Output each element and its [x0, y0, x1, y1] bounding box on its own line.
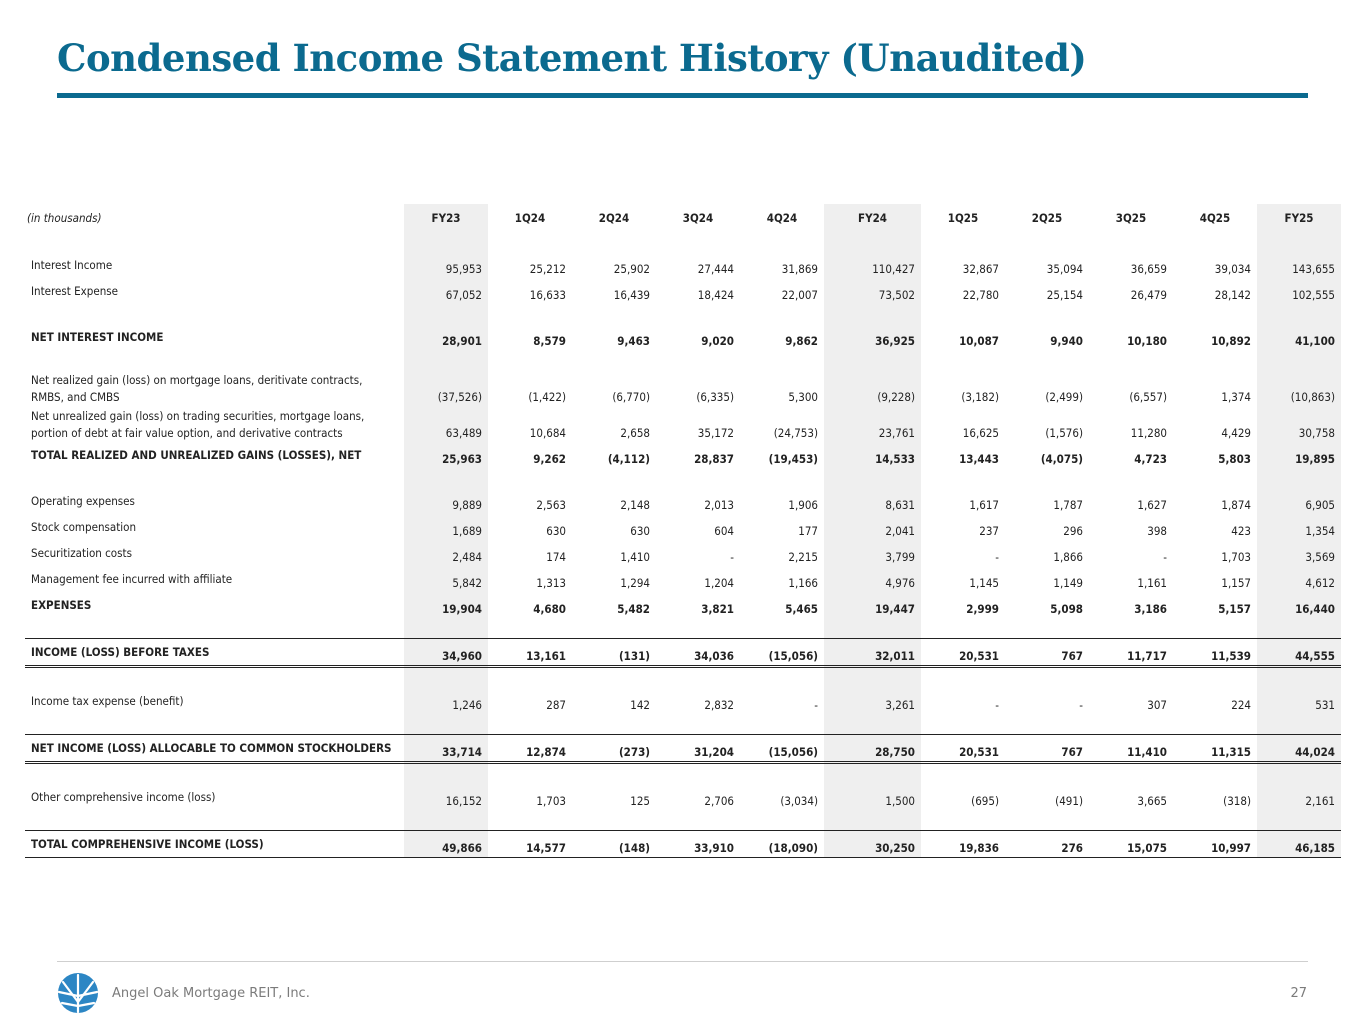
value-cell: 36,925 [824, 324, 921, 350]
spacer-row [25, 618, 1341, 639]
row-income-tax [25, 688, 1341, 714]
value-cell: 95,953 [404, 252, 488, 278]
value-cell: 15,075 [1089, 831, 1173, 858]
value-cell: 5,803 [1218, 452, 1251, 466]
value-cell: 19,895 [1257, 442, 1341, 468]
value-cell: 1,149 [1053, 576, 1083, 590]
col-header: 1Q24 [514, 211, 546, 225]
value-cell: 12,874 [488, 735, 572, 763]
value-cell: 174 [546, 550, 566, 564]
value-cell: 177 [798, 524, 818, 538]
value-cell: 9,463 [617, 334, 650, 348]
value-cell: 27,444 [697, 262, 734, 276]
value-cell: 8,631 [824, 488, 921, 514]
value-cell: 3,799 [824, 540, 921, 566]
row-label: Other comprehensive income (loss) [31, 790, 216, 804]
spacer-row [25, 763, 1341, 785]
page-title: Condensed Income Statement History (Unaudited) [57, 36, 1087, 80]
value-cell: (318) [1223, 794, 1251, 808]
value-cell: 20,531 [921, 735, 1005, 763]
row-label-line: Net unrealized gain (loss) on trading securities, mortgage loans, [31, 409, 365, 423]
value-cell: 10,892 [1211, 334, 1251, 348]
value-cell: 1,313 [536, 576, 566, 590]
value-cell: 28,750 [824, 735, 921, 763]
row-label-line: Net realized gain (loss) on mortgage loans, deritivate contracts, [31, 373, 363, 387]
value-cell: - [730, 550, 734, 564]
footer-divider [57, 961, 1308, 962]
value-cell: 41,100 [1257, 324, 1341, 350]
value-cell: 16,440 [1257, 592, 1341, 618]
value-cell: (9,228) [824, 370, 921, 406]
spacer-row [25, 468, 1341, 488]
value-cell: 2,484 [404, 540, 488, 566]
value-cell: 142 [630, 698, 650, 712]
value-cell: 28,837 [694, 452, 734, 466]
value-cell: 1,145 [969, 576, 999, 590]
value-cell: 5,842 [404, 566, 488, 592]
value-cell: (19,453) [768, 452, 818, 466]
value-cell: 1,166 [788, 576, 818, 590]
value-cell: 34,036 [656, 639, 740, 667]
value-cell: 237 [979, 524, 999, 538]
spacer-row [25, 232, 1341, 252]
col-header: 3Q25 [1115, 211, 1147, 225]
value-cell: 1,617 [969, 498, 999, 512]
value-cell: 1,866 [1053, 550, 1083, 564]
value-cell: 31,204 [656, 735, 740, 763]
value-cell: 2,041 [824, 514, 921, 540]
value-cell: 25,963 [404, 442, 488, 468]
value-cell: 5,157 [1218, 602, 1251, 616]
spacer-row [25, 304, 1341, 324]
value-cell: 1,703 [536, 794, 566, 808]
value-cell: 3,261 [824, 688, 921, 714]
value-cell: 2,161 [1257, 784, 1341, 810]
income-statement-table [25, 204, 1341, 858]
value-cell: 1,161 [1137, 576, 1167, 590]
value-cell: 125 [630, 794, 650, 808]
value-cell: 20,531 [921, 639, 1005, 667]
value-cell: (6,335) [696, 390, 734, 404]
value-cell: 224 [1231, 698, 1251, 712]
value-cell: 604 [714, 524, 734, 538]
value-cell: 6,905 [1257, 488, 1341, 514]
value-cell: 4,429 [1221, 426, 1251, 440]
value-cell: 2,013 [704, 498, 734, 512]
value-cell: 18,424 [697, 288, 734, 302]
value-cell: 143,655 [1257, 252, 1341, 278]
row-label: Income tax expense (benefit) [31, 694, 184, 708]
value-cell: 28,901 [404, 324, 488, 350]
value-cell: 287 [546, 698, 566, 712]
col-header: 2Q25 [1031, 211, 1063, 225]
value-cell: 3,186 [1134, 602, 1167, 616]
col-header: 3Q24 [682, 211, 714, 225]
spacer-row [25, 350, 1341, 370]
value-cell: - [995, 698, 999, 712]
row-stock-compensation [25, 514, 1341, 540]
value-cell: - [1163, 550, 1167, 564]
row-label [25, 370, 404, 406]
value-cell: 14,577 [488, 831, 572, 858]
value-cell: 9,862 [785, 334, 818, 348]
row-label-line: portion of debt at fair value option, and derivative contracts [31, 426, 343, 440]
value-cell: 2,563 [536, 498, 566, 512]
value-cell: (491) [1055, 794, 1083, 808]
row-label: TOTAL REALIZED AND UNREALIZED GAINS (LOSSES), NET [31, 448, 362, 462]
row-management-fee [25, 566, 1341, 592]
value-cell: 398 [1147, 524, 1167, 538]
value-cell: (3,034) [780, 794, 818, 808]
value-cell: 39,034 [1214, 262, 1251, 276]
value-cell: 11,410 [1089, 735, 1173, 763]
value-cell: 25,154 [1046, 288, 1083, 302]
value-cell: 46,185 [1257, 831, 1341, 858]
value-cell: 1,354 [1257, 514, 1341, 540]
value-cell: - [814, 698, 818, 712]
value-cell: (15,056) [740, 639, 824, 667]
value-cell: 2,148 [620, 498, 650, 512]
value-cell: 13,443 [959, 452, 999, 466]
value-cell: (6,557) [1129, 390, 1167, 404]
value-cell: 1,627 [1137, 498, 1167, 512]
value-cell: 2,999 [966, 602, 999, 616]
value-cell: 4,723 [1134, 452, 1167, 466]
value-cell: 32,867 [962, 262, 999, 276]
value-cell: 4,976 [824, 566, 921, 592]
row-interest-income [25, 252, 1341, 278]
value-cell: 4,680 [533, 602, 566, 616]
value-cell: 1,703 [1221, 550, 1251, 564]
value-cell: 13,161 [488, 639, 572, 667]
value-cell: (1,576) [1045, 426, 1083, 440]
row-other-comprehensive-income [25, 784, 1341, 810]
value-cell: 63,489 [404, 406, 488, 442]
value-cell: (273) [572, 735, 656, 763]
row-operating-expenses [25, 488, 1341, 514]
value-cell: 67,052 [404, 278, 488, 304]
value-cell: 44,024 [1257, 735, 1341, 763]
value-cell: 26,479 [1130, 288, 1167, 302]
row-net-realized-gain [25, 370, 1341, 406]
value-cell: 11,315 [1173, 735, 1257, 763]
row-label: EXPENSES [31, 598, 92, 612]
col-header: FY23 [404, 204, 488, 232]
value-cell: (1,422) [528, 390, 566, 404]
row-label-line: RMBS, and CMBS [31, 390, 120, 404]
value-cell: 35,094 [1046, 262, 1083, 276]
col-header: 2Q24 [598, 211, 630, 225]
value-cell: 16,152 [404, 784, 488, 810]
value-cell: 1,689 [404, 514, 488, 540]
col-header: 4Q25 [1199, 211, 1231, 225]
value-cell: 49,866 [404, 831, 488, 858]
value-cell: 630 [630, 524, 650, 538]
value-cell: (695) [971, 794, 999, 808]
value-cell: 4,612 [1257, 566, 1341, 592]
value-cell: 9,940 [1050, 334, 1083, 348]
value-cell: 2,706 [704, 794, 734, 808]
row-net-income [25, 735, 1341, 763]
value-cell: (37,526) [404, 370, 488, 406]
value-cell: 2,215 [788, 550, 818, 564]
row-expenses [25, 592, 1341, 618]
value-cell: 16,439 [613, 288, 650, 302]
value-cell: 10,087 [959, 334, 999, 348]
col-header: FY25 [1257, 204, 1341, 232]
value-cell: 19,904 [404, 592, 488, 618]
value-cell: 1,410 [620, 550, 650, 564]
unit-label: (in thousands) [27, 211, 102, 225]
value-cell: 2,832 [704, 698, 734, 712]
value-cell: 1,294 [620, 576, 650, 590]
value-cell: 1,246 [404, 688, 488, 714]
col-header: FY24 [824, 204, 921, 232]
value-cell: - [1079, 698, 1083, 712]
value-cell: (148) [572, 831, 656, 858]
value-cell: 73,502 [824, 278, 921, 304]
value-cell: 9,889 [404, 488, 488, 514]
value-cell: 30,758 [1257, 406, 1341, 442]
value-cell: (15,056) [740, 735, 824, 763]
value-cell: 19,447 [824, 592, 921, 618]
value-cell: 423 [1231, 524, 1251, 538]
spacer-row [25, 810, 1341, 831]
value-cell: 3,821 [701, 602, 734, 616]
value-cell: (3,182) [961, 390, 999, 404]
value-cell: 5,465 [785, 602, 818, 616]
value-cell: 5,098 [1050, 602, 1083, 616]
value-cell: 3,665 [1137, 794, 1167, 808]
row-label [25, 406, 404, 442]
value-cell: 30,250 [824, 831, 921, 858]
value-cell: 1,500 [824, 784, 921, 810]
spacer-row [25, 667, 1341, 689]
page-number: 27 [1290, 986, 1307, 1001]
value-cell: 2,658 [620, 426, 650, 440]
value-cell: 33,910 [656, 831, 740, 858]
value-cell: 19,836 [921, 831, 1005, 858]
value-cell: 33,714 [404, 735, 488, 763]
value-cell: 5,300 [788, 390, 818, 404]
value-cell: 307 [1147, 698, 1167, 712]
value-cell: 34,960 [404, 639, 488, 667]
value-cell: 1,157 [1221, 576, 1251, 590]
row-label: TOTAL COMPREHENSIVE INCOME (LOSS) [25, 831, 404, 858]
col-header: 4Q24 [766, 211, 798, 225]
value-cell: 44,555 [1257, 639, 1341, 667]
value-cell: 102,555 [1257, 278, 1341, 304]
row-securitization-costs [25, 540, 1341, 566]
value-cell: 23,761 [824, 406, 921, 442]
value-cell: 1,906 [788, 498, 818, 512]
value-cell: 630 [546, 524, 566, 538]
value-cell: 9,262 [533, 452, 566, 466]
value-cell: 22,007 [781, 288, 818, 302]
value-cell: 25,902 [613, 262, 650, 276]
value-cell: 3,569 [1257, 540, 1341, 566]
value-cell: 5,482 [617, 602, 650, 616]
row-net-interest-income [25, 324, 1341, 350]
row-label: Interest Expense [31, 284, 119, 298]
value-cell: 25,212 [529, 262, 566, 276]
value-cell: (6,770) [612, 390, 650, 404]
row-net-unrealized-gain [25, 406, 1341, 442]
row-income-before-taxes [25, 639, 1341, 667]
value-cell: 36,659 [1130, 262, 1167, 276]
row-label: Operating expenses [31, 494, 135, 508]
value-cell: 276 [1005, 831, 1089, 858]
value-cell: 11,280 [1130, 426, 1167, 440]
value-cell: (2,499) [1045, 390, 1083, 404]
value-cell: 35,172 [697, 426, 734, 440]
value-cell: 16,633 [529, 288, 566, 302]
value-cell: 10,684 [529, 426, 566, 440]
value-cell: (18,090) [740, 831, 824, 858]
company-name: Angel Oak Mortgage REIT, Inc. [112, 986, 310, 1001]
row-label: NET INTEREST INCOME [31, 330, 164, 344]
value-cell: (10,863) [1257, 370, 1341, 406]
title-underline [57, 93, 1308, 98]
value-cell: 31,869 [781, 262, 818, 276]
angel-oak-tree-logo-icon [57, 972, 99, 1014]
value-cell: 531 [1257, 688, 1341, 714]
value-cell: - [995, 550, 999, 564]
value-cell: 1,374 [1221, 390, 1251, 404]
value-cell: 10,997 [1173, 831, 1257, 858]
value-cell: (131) [572, 639, 656, 667]
row-total-gains [25, 442, 1341, 468]
row-label: INCOME (LOSS) BEFORE TAXES [25, 639, 404, 667]
value-cell: 8,579 [533, 334, 566, 348]
row-interest-expense [25, 278, 1341, 304]
value-cell: (4,112) [607, 452, 650, 466]
value-cell: 296 [1063, 524, 1083, 538]
value-cell: 10,180 [1127, 334, 1167, 348]
value-cell: 1,874 [1221, 498, 1251, 512]
value-cell: 32,011 [824, 639, 921, 667]
value-cell: 1,787 [1053, 498, 1083, 512]
value-cell: (4,075) [1040, 452, 1083, 466]
value-cell: 767 [1005, 735, 1089, 763]
value-cell: 28,142 [1214, 288, 1251, 302]
value-cell: 16,625 [962, 426, 999, 440]
col-header: 1Q25 [947, 211, 979, 225]
row-label: Management fee incurred with affiliate [31, 572, 233, 586]
value-cell: 14,533 [824, 442, 921, 468]
header-row [25, 204, 1341, 232]
value-cell: 1,204 [704, 576, 734, 590]
value-cell: 9,020 [701, 334, 734, 348]
value-cell: 110,427 [824, 252, 921, 278]
row-label: NET INCOME (LOSS) ALLOCABLE TO COMMON STOCKHOLDERS [25, 735, 404, 763]
value-cell: 767 [1005, 639, 1089, 667]
value-cell: 11,539 [1173, 639, 1257, 667]
value-cell: 11,717 [1089, 639, 1173, 667]
row-label: Interest Income [31, 258, 113, 272]
spacer-row [25, 714, 1341, 735]
value-cell: 22,780 [962, 288, 999, 302]
row-label: Securitization costs [31, 546, 132, 560]
row-total-comprehensive-income [25, 831, 1341, 858]
row-label: Stock compensation [31, 520, 137, 534]
value-cell: (24,753) [773, 426, 818, 440]
